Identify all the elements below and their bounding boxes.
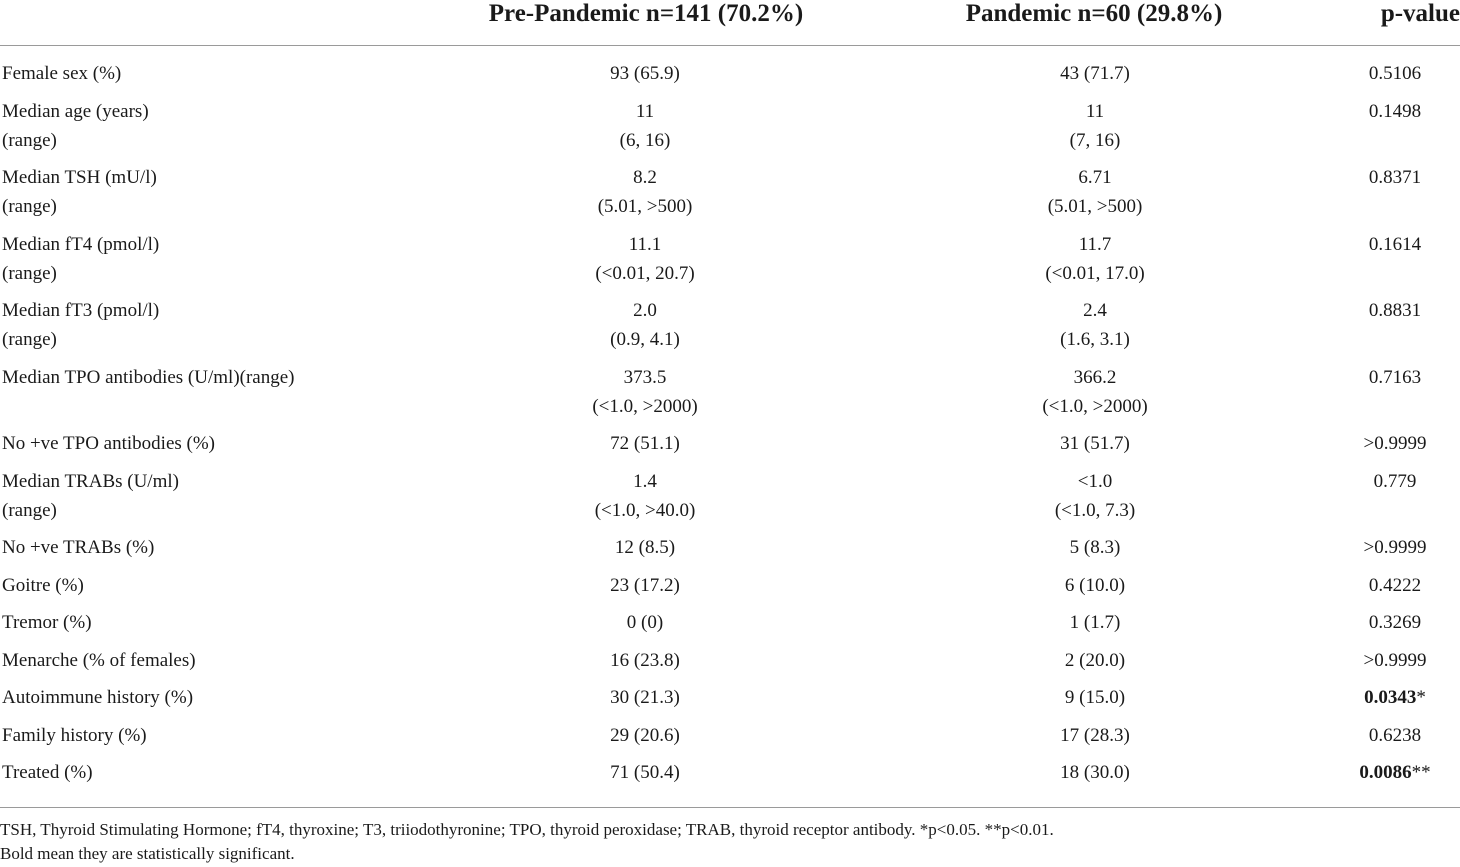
- row-label: [2, 230, 522, 288]
- pandemic-value-line: 5 (8.3): [1069, 537, 1121, 558]
- p-value-cell: [1330, 646, 1460, 675]
- p-value-cell: [1330, 533, 1460, 562]
- pandemic-value-line: 11.7: [1078, 233, 1112, 255]
- pandemic-value: [945, 721, 1245, 750]
- pre-pandemic-value: [495, 758, 795, 787]
- row-label-line: (range): [2, 329, 57, 350]
- p-value: >0.9999: [1363, 433, 1427, 454]
- header-p-value: p-value: [1380, 0, 1460, 27]
- row-label: [2, 59, 522, 88]
- pandemic-value-line: (5.01, >500): [1047, 196, 1143, 217]
- row-label: [2, 163, 522, 221]
- table-row: [0, 363, 1460, 430]
- pandemic-value: [945, 230, 1245, 288]
- pre-pandemic-value-line: (<0.01, 20.7): [595, 262, 695, 284]
- pre-pandemic-value: [495, 97, 795, 155]
- row-label-line: Median age (years): [2, 100, 149, 122]
- pandemic-value-line: 17 (28.3): [1060, 724, 1130, 746]
- p-value-cell: [1330, 363, 1460, 392]
- table-row: [0, 683, 1460, 721]
- pre-pandemic-value-line: 72 (51.1): [610, 433, 680, 454]
- p-value: 0.3269: [1368, 612, 1422, 633]
- p-value: 0.0086: [1359, 762, 1412, 783]
- pandemic-value: [945, 163, 1245, 221]
- row-label: [2, 683, 522, 712]
- table-row: [0, 429, 1460, 467]
- table-row: [0, 97, 1460, 164]
- pandemic-value: [945, 429, 1245, 458]
- p-value: 0.8831: [1368, 300, 1422, 321]
- pre-pandemic-value-line: 23 (17.2): [610, 574, 680, 596]
- p-value: 0.1614: [1368, 233, 1422, 255]
- p-value-cell: [1330, 296, 1460, 325]
- row-label-line: Family history (%): [2, 724, 147, 746]
- pre-pandemic-value: [495, 230, 795, 288]
- pre-pandemic-value-line: 2.0: [633, 300, 657, 321]
- row-label-line: Menarche (% of females): [2, 649, 196, 671]
- pandemic-value-line: (<0.01, 17.0): [1045, 262, 1145, 284]
- pre-pandemic-value-line: 16 (23.8): [610, 649, 680, 671]
- table-footnote: [0, 818, 1460, 866]
- row-label-line: Median fT3 (pmol/l): [2, 300, 160, 321]
- p-value-cell: [1330, 163, 1460, 192]
- pandemic-value-line: (1.6, 3.1): [1060, 329, 1130, 350]
- pre-pandemic-value-line: 373.5: [623, 366, 667, 388]
- pandemic-value: [945, 608, 1245, 637]
- table-row: [0, 163, 1460, 230]
- table-row: [0, 571, 1460, 609]
- pre-pandemic-value: [495, 608, 795, 637]
- table-row: [0, 59, 1460, 97]
- table-body: [0, 59, 1460, 796]
- p-value-cell: [1330, 97, 1460, 126]
- pandemic-value-line: (<1.0, 7.3): [1054, 499, 1136, 521]
- pre-pandemic-value: [495, 571, 795, 600]
- pandemic-value: [945, 296, 1245, 354]
- pandemic-value: [945, 533, 1245, 562]
- pre-pandemic-value: [495, 646, 795, 675]
- p-value-cell: [1330, 721, 1460, 750]
- row-label: [2, 97, 522, 155]
- p-value: 0.4222: [1368, 574, 1422, 596]
- pandemic-value-line: 1 (1.7): [1069, 612, 1121, 633]
- pandemic-value-line: 2.4: [1083, 300, 1107, 321]
- significance-mark: **: [1411, 762, 1431, 783]
- p-value: 0.6238: [1368, 724, 1422, 746]
- pre-pandemic-value-line: 71 (50.4): [610, 762, 680, 783]
- pandemic-value: [945, 758, 1245, 787]
- pre-pandemic-value: [495, 721, 795, 750]
- pandemic-value-line: 31 (51.7): [1060, 433, 1130, 454]
- pandemic-value-line: (<1.0, >2000): [1042, 395, 1148, 417]
- pre-pandemic-value-line: 8.2: [633, 167, 657, 188]
- pre-pandemic-value-line: 30 (21.3): [610, 687, 680, 708]
- table-row: [0, 646, 1460, 684]
- pre-pandemic-value: [495, 429, 795, 458]
- table-row: [0, 721, 1460, 759]
- pre-pandemic-value-line: (6, 16): [619, 129, 671, 151]
- row-label-line: Median TPO antibodies (U/ml)(range): [2, 366, 295, 388]
- row-label-line: (range): [2, 129, 57, 151]
- pre-pandemic-value-line: 93 (65.9): [610, 63, 680, 84]
- footnote-abbreviations: TSH, Thyroid Stimulating Hormone; fT4, thyroxine; T3, triiodothyronine; TPO, thyroid peroxidase; TRAB, thyroid receptor antibody. *p<0.05. **p<0.01.: [0, 820, 1054, 839]
- pre-pandemic-value: [495, 683, 795, 712]
- table-row: [0, 296, 1460, 363]
- pandemic-value-line: 366.2: [1073, 366, 1117, 388]
- row-label: [2, 467, 522, 525]
- pre-pandemic-value-line: (<1.0, >40.0): [594, 499, 696, 521]
- pre-pandemic-value-line: 11.1: [628, 233, 662, 255]
- header-pandemic: Pandemic n=60 (29.8%): [965, 0, 1223, 27]
- pandemic-value: [945, 646, 1245, 675]
- pre-pandemic-value: [495, 467, 795, 525]
- row-label-line: Median TRABs (U/ml): [2, 470, 179, 492]
- pandemic-value-line: 18 (30.0): [1060, 762, 1130, 783]
- pre-pandemic-value-line: 29 (20.6): [610, 724, 680, 746]
- p-value: >0.9999: [1363, 537, 1427, 558]
- row-label-line: Median TSH (mU/l): [2, 167, 157, 188]
- row-label-line: Autoimmune history (%): [2, 687, 194, 708]
- row-label-line: (range): [2, 262, 57, 284]
- pre-pandemic-value: [495, 363, 795, 421]
- p-value: 0.779: [1373, 470, 1417, 492]
- pandemic-value: [945, 467, 1245, 525]
- row-label: [2, 646, 522, 675]
- pre-pandemic-value: [495, 163, 795, 221]
- pandemic-value-line: 6 (10.0): [1064, 574, 1126, 596]
- header-pre-pandemic: Pre-Pandemic n=141 (70.2%): [488, 0, 804, 27]
- p-value-cell: [1330, 758, 1460, 787]
- p-value: 0.7163: [1368, 366, 1422, 388]
- pandemic-value-line: 11: [1085, 100, 1105, 122]
- pandemic-value-line: (7, 16): [1069, 129, 1121, 151]
- significance-mark: *: [1416, 687, 1426, 708]
- pre-pandemic-value-line: 0 (0): [626, 612, 664, 633]
- row-label-line: Tremor (%): [2, 612, 92, 633]
- pre-pandemic-value-line: (0.9, 4.1): [610, 329, 680, 350]
- pre-pandemic-value-line: 12 (8.5): [614, 537, 676, 558]
- header-divider: [0, 45, 1460, 46]
- row-label: [2, 721, 522, 750]
- p-value-cell: [1330, 429, 1460, 458]
- footnote-bold-note: Bold mean they are statistically significant.: [0, 844, 295, 863]
- p-value-cell: [1330, 467, 1460, 496]
- p-value-cell: [1330, 571, 1460, 600]
- pandemic-value: [945, 683, 1245, 712]
- pre-pandemic-value-line: 11: [635, 100, 655, 122]
- p-value-cell: [1330, 683, 1460, 712]
- p-value: 0.0343: [1364, 687, 1417, 708]
- pandemic-value: [945, 363, 1245, 421]
- pre-pandemic-value-line: (5.01, >500): [597, 196, 693, 217]
- p-value-cell: [1330, 59, 1460, 88]
- row-label-line: (range): [2, 499, 57, 521]
- table-row: [0, 230, 1460, 297]
- pandemic-value-line: <1.0: [1077, 470, 1113, 492]
- row-label-line: Treated (%): [2, 762, 93, 783]
- row-label-line: Female sex (%): [2, 63, 122, 84]
- table-row: [0, 467, 1460, 534]
- table-header: [0, 0, 1460, 46]
- row-label: [2, 571, 522, 600]
- row-label-line: No +ve TPO antibodies (%): [2, 433, 215, 454]
- pre-pandemic-value: [495, 59, 795, 88]
- table-row: [0, 608, 1460, 646]
- pre-pandemic-value: [495, 296, 795, 354]
- pandemic-value: [945, 571, 1245, 600]
- row-label-line: No +ve TRABs (%): [2, 537, 155, 558]
- pre-pandemic-value-line: 1.4: [633, 470, 657, 492]
- row-label: [2, 296, 522, 354]
- pandemic-value: [945, 59, 1245, 88]
- p-value-cell: [1330, 230, 1460, 259]
- table-row: [0, 758, 1460, 796]
- row-label: [2, 758, 522, 787]
- p-value: 0.8371: [1368, 167, 1422, 188]
- table-row: [0, 533, 1460, 571]
- pre-pandemic-value: [495, 533, 795, 562]
- pandemic-value: [945, 97, 1245, 155]
- pandemic-value-line: 9 (15.0): [1064, 687, 1126, 708]
- row-label-line: (range): [2, 196, 57, 217]
- row-label-line: Median fT4 (pmol/l): [2, 233, 160, 255]
- row-label: [2, 533, 522, 562]
- row-label-line: Goitre (%): [2, 574, 84, 596]
- row-label: [2, 608, 522, 637]
- p-value-cell: [1330, 608, 1460, 637]
- pandemic-value-line: 43 (71.7): [1060, 63, 1130, 84]
- pre-pandemic-value-line: (<1.0, >2000): [592, 395, 698, 417]
- pandemic-value-line: 2 (20.0): [1064, 649, 1126, 671]
- footer-divider: [0, 807, 1460, 808]
- p-value: 0.5106: [1368, 63, 1422, 84]
- p-value: 0.1498: [1368, 100, 1422, 122]
- pandemic-value-line: 6.71: [1078, 167, 1112, 188]
- row-label: [2, 363, 522, 392]
- p-value: >0.9999: [1363, 649, 1427, 671]
- row-label: [2, 429, 522, 458]
